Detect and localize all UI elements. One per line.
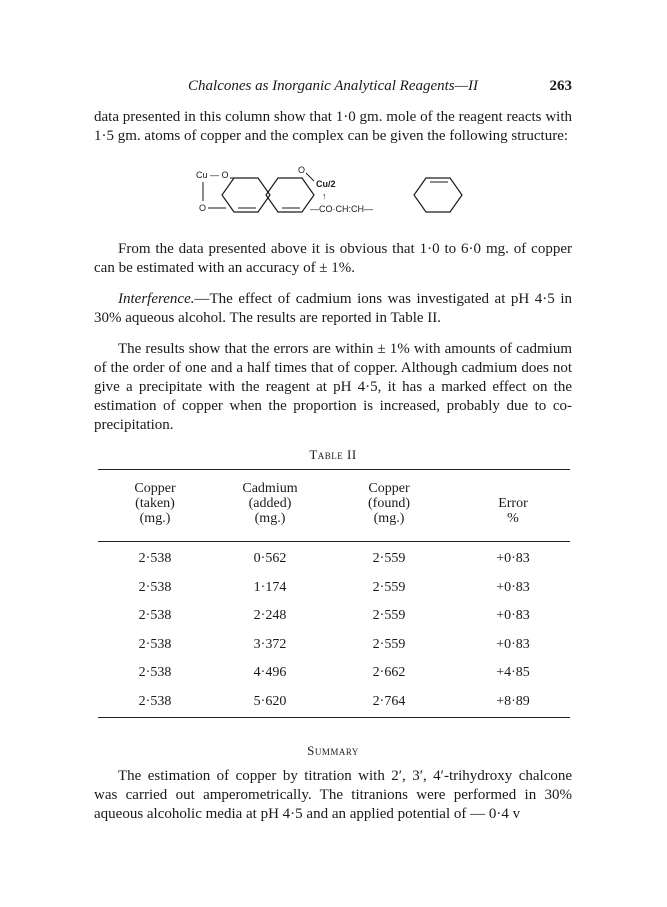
- table-cell: 5·620: [253, 694, 287, 709]
- table-cell: 2·559: [372, 636, 406, 652]
- summary-heading: Summary: [307, 743, 359, 758]
- structure-chain-label: —CO·CH:CH—: [310, 204, 373, 214]
- running-title: Chalcones as Inorganic Analytical Reagents—II: [188, 78, 478, 94]
- structure-o-left-label: O: [199, 203, 207, 213]
- interference-lead: Interference.: [118, 291, 195, 307]
- table-cell: 2·764: [372, 694, 406, 709]
- table-cell: 2·538: [138, 579, 172, 595]
- paragraph-structure-intro: data presented in this column show that 1·0 gm. mole of the reagent reacts with 1·5 gm. atoms of copper and the complex can be given the following structure:: [94, 109, 572, 144]
- table-cell: +4·85: [496, 665, 530, 681]
- structure-arrow: ↑: [322, 191, 327, 201]
- structure-cu-half-label: Cu/2: [316, 179, 336, 189]
- col-header-error: Error %: [498, 496, 528, 526]
- running-head: [94, 78, 572, 100]
- table-cell: 2·538: [138, 636, 172, 652]
- table-cell: +8·89: [496, 694, 530, 709]
- table-cell: 2·538: [138, 694, 172, 709]
- interference-text: —The effect of cadmium ions was investigated at pH 4·5 in 30% aqueous alcohol. The results are reported in Table II.: [94, 291, 572, 326]
- table-bottom-rule: [98, 717, 570, 718]
- table-cell: 2·538: [138, 665, 172, 681]
- table-cell: 0·562: [253, 551, 287, 566]
- table-cell: 1·174: [253, 579, 287, 595]
- col-header-copper-found: Copper (found) (mg.): [368, 481, 410, 526]
- copper-complex-structure: [190, 165, 480, 237]
- table-header-rule: [98, 541, 570, 542]
- table-cell: 2·538: [138, 551, 172, 566]
- table-cell: 2·538: [138, 608, 172, 624]
- paragraph-accuracy: From the data presented above it is obvious that 1·0 to 6·0 mg. of copper can be estimated with an accuracy of ± 1%.: [94, 241, 572, 276]
- table-title: Table II: [309, 447, 357, 462]
- structure-o-top-label: O: [298, 165, 306, 175]
- table-top-rule: [98, 469, 570, 470]
- page-number: 263: [549, 78, 572, 94]
- col-header-copper-taken: Copper (taken) (mg.): [134, 481, 176, 526]
- table-cell: +0·83: [496, 551, 530, 566]
- paragraph-results: The results show that the errors are within ± 1% with amounts of cadmium of the order of one and a half times that of copper. Although cadmium does not give a precipitate with the reagent at pH 4·5, it has a marked effect on the estimation of copper when the proportion is increased, probably due to co-precipitation.: [94, 341, 572, 433]
- table-cell: 2·662: [372, 665, 406, 681]
- table-cell: +0·83: [496, 579, 530, 595]
- table-cell: 2·248: [253, 608, 287, 624]
- summary-text: The estimation of copper by titration with 2′, 3′, 4′-trihydroxy chalcone was carried out amperometrically. The titranions were performed in 30% aqueous alcoholic media at pH 4·5 and an applied potential of — 0·4 v: [94, 768, 572, 822]
- table-cell: 2·559: [372, 551, 406, 566]
- structure-cu-o-label: Cu — O: [196, 170, 229, 180]
- table-cell: +0·83: [496, 608, 530, 624]
- table-cell: 3·372: [253, 636, 287, 652]
- paragraph-interference: [94, 290, 572, 328]
- table-cell: 2·559: [372, 579, 406, 595]
- table-cell: +0·83: [496, 636, 530, 652]
- table-cell: 2·559: [372, 608, 406, 624]
- table-cell: 4·496: [253, 665, 287, 681]
- col-header-cadmium-added: Cadmium (added) (mg.): [242, 481, 298, 526]
